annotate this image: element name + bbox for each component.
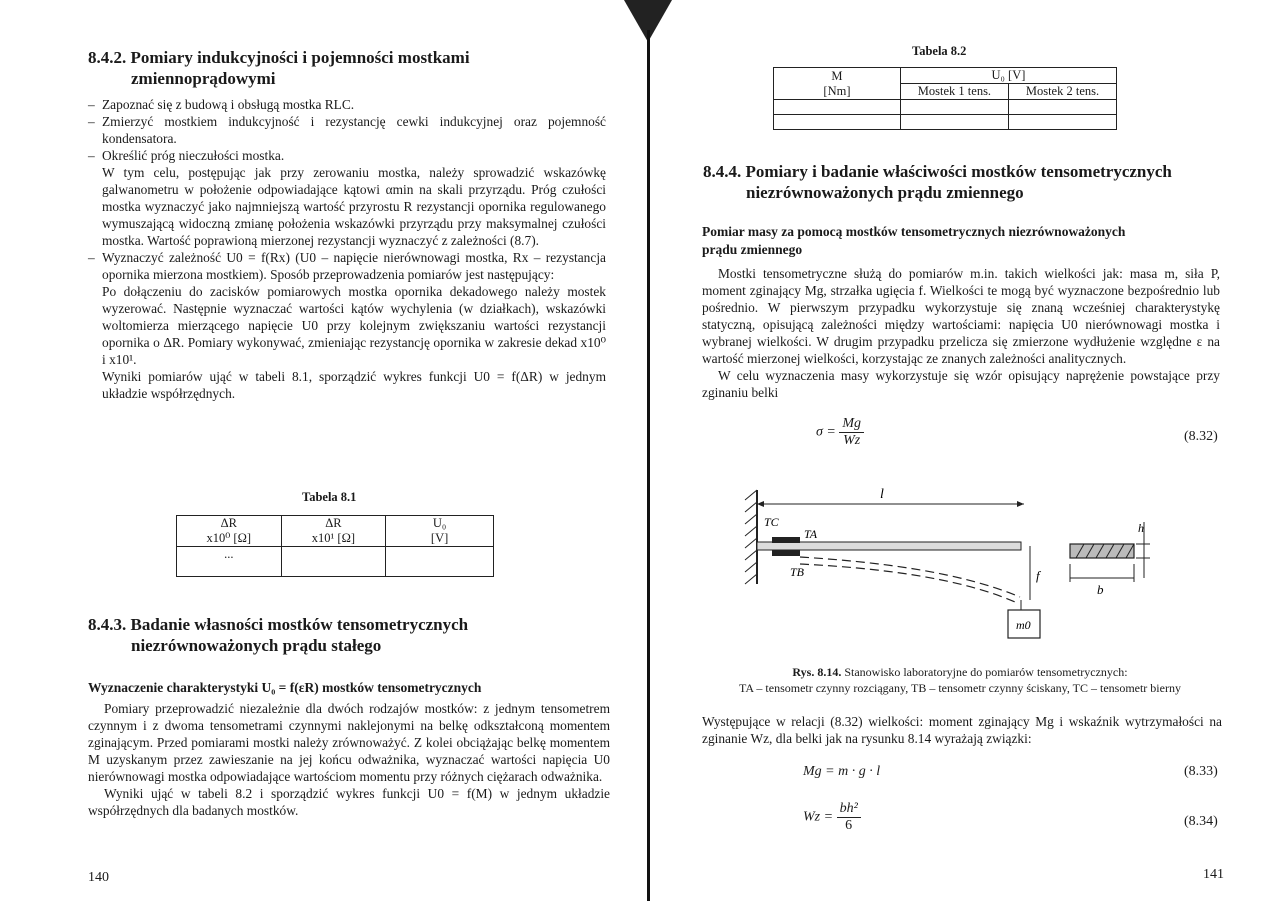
table-82 [773,67,1117,130]
figure-caption: Rys. 8.14. Stanowisko laboratoryjne do pomiarów tensometrycznych: TA – tensometr czynny rozciągany, TB – tensometr czynny ściskany, TC – tensometr bierny [739,665,1181,695]
bullet-item: – Wyznaczyć zależność U0 = f(Rx) (U0 – napięcie nierównowagi mostka, Rx – rezystancja opornika mierzona mostkiem). Sposób przeprowadzenia pomiarów jest następujący: Po dołączeniu do zacisków pomiarowych mostka opornika dekadowego należy mostek wyzerować. Następnie wyznaczać wartości kątów wychylenia (w działkach), wskazówki woltomierza mierzącego napięcie U0 przy kolejnym zwiększaniu wartości rezystancji opornika o ΔR. Pomiary wykonywać, zmieniając rezystancję opornika w zakresie dekad x10⁰ i x10¹. [88,250,606,367]
wall-hatch [745,490,757,584]
equation-numerator: bh² [837,801,861,818]
label-f: f [1036,568,1040,583]
section-844-title-line1: Pomiary i badanie właściwości mostków tensometrycznych [745,162,1172,181]
page-number-right: 141 [1203,867,1224,882]
beam [757,542,1021,550]
section-843-title-line2: niezrównoważonych prądu stałego [131,636,382,655]
bullet-item: – Zmierzyć mostkiem indukcyjność i rezystancję cewki indukcyjnej oraz pojemność kondensatora. [88,114,606,146]
label-l: l [880,487,884,502]
section-842-body [88,96,606,402]
table-header-cell: ΔR x10¹ [Ω] [281,516,386,547]
section-844-heading [703,161,1263,203]
section-844-number: 8.4.4. [703,162,742,181]
table-header-row [177,516,494,547]
equation-834-tag: (8.34) [1184,814,1218,829]
section-842-title-line2: zmiennoprądowymi [131,69,276,88]
paragraph-after-figure: Występujące w relacji (8.32) wielkości: moment zginający Mg i wskaźnik wytrzymałości na zginanie Wz, dla belki jak na rysunku 8.14 wyrażają związki: [702,714,1222,746]
label-tb: TB [790,565,805,579]
table-81-caption: Tabela 8.1 [302,490,357,504]
label-m0: m0 [1016,618,1031,632]
table-header-cell: U₀ [V] [386,516,494,547]
bullet-item: Wyniki pomiarów ująć w tabeli 8.1, sporządzić wykres funkcji U0 = f(ΔR) w jednym układzie współrzędnych. [102,369,606,401]
deflected-beam-lower [800,564,1015,602]
equation-833: Mg = m · g · l [803,764,881,779]
table-header-cell: M [Nm] [774,68,901,100]
dimension-arrow [757,501,764,507]
label-ta: TA [804,527,818,541]
label-b: b [1097,582,1104,597]
section-842-heading [88,47,568,89]
page-number-left: 140 [88,870,109,885]
paragraph: W celu wyznaczenia masy wykorzystuje się wzór opisujący naprężenie powstające przy zginaniu belki [702,368,1220,400]
table-81 [176,515,494,577]
section-843-body [88,700,610,819]
tensometer-ta [772,537,800,543]
equation-834: Wz = $\frac{\text{bh²}}{6}$ [803,801,861,834]
table-header-cell: ΔR x10⁰ [Ω] [177,516,282,547]
table-82-caption: Tabela 8.2 [912,44,967,58]
table-header-cell: U₀ [V] [900,68,1116,84]
bullet-item: – Zapoznać się z budową i obsługą mostka RLC. [88,97,355,112]
equation-denominator: 6 [845,818,853,833]
table-header-cell: Mostek 2 tens. [1008,84,1116,100]
section-844-title-line2: niezrównoważonych prądu zmiennego [746,183,1024,202]
tensometer-tb [772,550,800,556]
right-page [640,0,1267,901]
table-row [177,547,494,577]
table-row [774,115,1117,130]
equation-832: σ = $\frac{Mg}{Wz}$ [816,416,864,449]
paragraph: Pomiary przeprowadzić niezależnie dla dwóch rodzajów mostków: z jednym tensometrem czynnym i z dwoma tensometrami czynnymi naklejonymi na belkę odkształconą momentem zginającym. Przed pomiarami mostki należy zrównoważyć. Z kolei obciążając belkę momentem M uzyskanym przez zawieszanie na jej końcu odważnika, wyznaczać wartości napięcia U0 nierównowagi mostka odpowiadające wartościom momentu przy różnych ciężarach odważnika. [88,701,610,784]
table-cell [386,547,494,577]
section-843-heading [88,614,568,656]
label-h: h [1138,521,1144,535]
table-header-cell: Mostek 1 tens. [900,84,1008,100]
figure-beam-diagram [730,482,1160,652]
table-header-row [774,68,1117,84]
paragraph: Wyniki ująć w tabeli 8.2 i sporządzić wykres funkcji U0 = f(M) w jednym układzie współrzędnych dla badanych mostków. [88,786,610,818]
paragraph: Mostki tensometryczne służą do pomiarów m.in. takich wielkości jak: masa m, siła P, moment zginający Mg, strzałka ugięcia f. Wielkości te mogą być wyznaczone bezpośrednio lub pośrednio. W pierwszym przypadku wykorzystuje się znaną wcześniej charakterystykę statyczną, opisującą zależności między wartościami: napięcia U0 nierównowagi mostka i wybranej wielkości. W drugim przypadku przelicza się zmierzone wydłużenie względne ε na wartość mierzonej wielkości, korzystając ze znanych zależności analitycznych. [702,266,1220,366]
section-844-subheading: Pomiar masy za pomocą mostków tensometrycznych niezrównoważonych prądu zmiennego [702,224,1126,257]
section-844-body [702,265,1220,401]
equation-832-tag: (8.32) [1184,429,1218,444]
section-842-title-line1: Pomiary indukcyjności i pojemności mostkami [130,48,470,67]
table-cell [281,547,386,577]
section-843-subheading: Wyznaczenie charakterystyki U₀ = f(εR) mostków tensometrycznych [88,680,482,695]
dimension-arrow [1017,501,1024,507]
section-842-number: 8.4.2. [88,48,127,67]
equation-833-tag: (8.33) [1184,764,1218,779]
table-row [774,100,1117,115]
label-tc: TC [764,515,779,529]
section-843-title-line1: Badanie własności mostków tensometrycznych [130,615,469,634]
table-cell: ... [177,547,282,577]
equation-numerator: Mg [839,416,864,433]
section-843-number: 8.4.3. [88,615,127,634]
equation-denominator: Wz [843,433,861,448]
bullet-item: – Określić próg nieczułości mostka. W tym celu, postępując jak przy zerowaniu mostka, należy sprowadzić wskazówkę galwanometru w położenie odpowiadające kątowi αmin na skali przyrządu. Próg czułości mostka wyznaczyć jako najmniejszą wartość przyrostu R rezystancji opornika regulowanego wymuszającą widoczną zmianę położenia wskazówki przyrządu przy maksymalnej czułości mostka. Wartość poprawioną mierzonej rezystancji wyznaczyć z zależności (8.7). [88,148,606,248]
